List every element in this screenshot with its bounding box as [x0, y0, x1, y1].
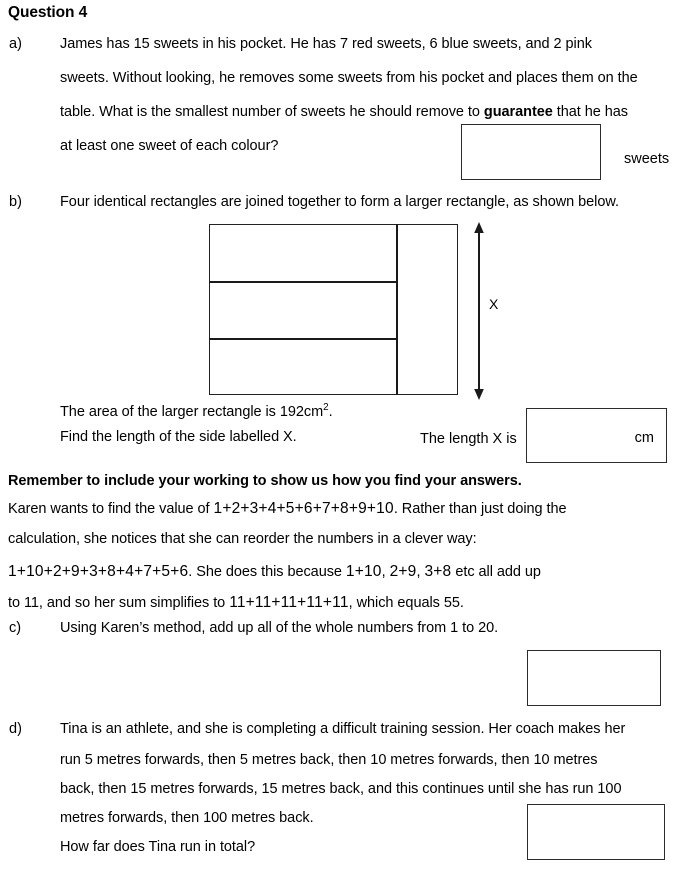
part-b-find-line: Find the length of the side labelled X.	[60, 429, 297, 445]
karen-pair-2: 2+9	[389, 563, 417, 580]
karen-line-3-mid: . She does this because	[188, 564, 346, 580]
part-c-line-1: Using Karen’s method, add up all of the whole numbers from 1 to 20.	[60, 620, 499, 636]
part-d-line-2: run 5 metres forwards, then 5 metres back, then 10 metres forwards, then 10 metres	[60, 752, 598, 768]
part-b-area-text: The area of the larger rectangle is 192cm	[60, 404, 324, 420]
diagram-divider-horizontal-1	[209, 281, 397, 283]
part-label-d: d)	[9, 721, 22, 737]
remember-note: Remember to include your working to show us how you find your answers.	[8, 473, 522, 489]
part-label-a: a)	[9, 36, 22, 52]
diagram-divider-horizontal-2	[209, 338, 397, 340]
answer-box-d[interactable]	[527, 804, 665, 860]
part-b-area-superscript: 2	[323, 402, 329, 414]
diagram-divider-vertical	[396, 224, 398, 395]
karen-line-4	[8, 594, 464, 612]
karen-simplified-expression: 11+11+11+11+11	[229, 594, 349, 611]
part-b-line-1: Four identical rectangles are joined together to form a larger rectangle, as shown below.	[60, 194, 619, 210]
part-d-line-4: metres forwards, then 100 metres back.	[60, 810, 314, 826]
karen-line-3	[8, 563, 541, 581]
part-d-line-1: Tina is an athlete, and she is completing a difficult training session. Her coach makes her	[60, 721, 626, 737]
part-a-line-4: at least one sweet of each colour?	[60, 138, 279, 154]
karen-line-4-pre: to 11, and so her sum simplifies to	[8, 595, 230, 611]
part-a-line-2: sweets. Without looking, he removes some sweets from his pocket and places them on the	[60, 70, 638, 86]
part-b-area-period: .	[328, 404, 333, 420]
part-d-line-3: back, then 15 metres forwards, 15 metres back, and this continues until she has run 100	[60, 781, 622, 797]
karen-line-4-post: , which equals 55.	[348, 595, 464, 611]
part-a-line-3	[60, 104, 628, 120]
answer-prefix-length-x: The length X is	[420, 431, 517, 447]
dimension-label-x: X	[489, 296, 499, 312]
diagram-outer-rectangle	[209, 224, 458, 395]
answer-unit-sweets: sweets	[624, 151, 670, 167]
karen-pair-1: 1+10	[345, 563, 382, 580]
part-a-guarantee-emphasis: guarantee	[483, 104, 553, 120]
answer-box-b[interactable]	[526, 408, 667, 463]
part-d-line-5: How far does Tina run in total?	[60, 839, 256, 855]
karen-line-1-post: . Rather than just doing the	[393, 501, 567, 517]
answer-box-c[interactable]	[527, 650, 661, 706]
dimension-arrow-icon	[470, 222, 488, 400]
page-title: Question 4	[8, 4, 88, 21]
karen-pair-sep-2: ,	[416, 564, 425, 580]
part-label-b: b)	[9, 194, 22, 210]
karen-reordered-expression: 1+10+2+9+3+8+4+7+5+6	[8, 563, 189, 580]
part-b-area-line	[60, 404, 333, 420]
karen-line-1-pre: Karen wants to find the value of	[8, 501, 214, 517]
karen-line-2: calculation, she notices that she can reorder the numbers in a clever way:	[8, 531, 477, 547]
karen-line-1	[8, 500, 567, 518]
karen-pair-sep-1: ,	[381, 564, 390, 580]
karen-sum-expression-1: 1+2+3+4+5+6+7+8+9+10	[213, 500, 394, 517]
answer-box-a[interactable]	[461, 124, 601, 180]
answer-unit-cm: cm	[634, 430, 654, 446]
karen-line-3-post: etc all add up	[451, 564, 541, 580]
part-a-line-1: James has 15 sweets in his pocket. He has 7 red sweets, 6 blue sweets, and 2 pink	[60, 36, 592, 52]
part-label-c: c)	[9, 620, 22, 636]
part-a-line-3-pre: table. What is the smallest number of sweets he should remove to	[60, 104, 484, 120]
karen-pair-3: 3+8	[424, 563, 452, 580]
part-a-line-3-post: that he has	[552, 104, 628, 120]
